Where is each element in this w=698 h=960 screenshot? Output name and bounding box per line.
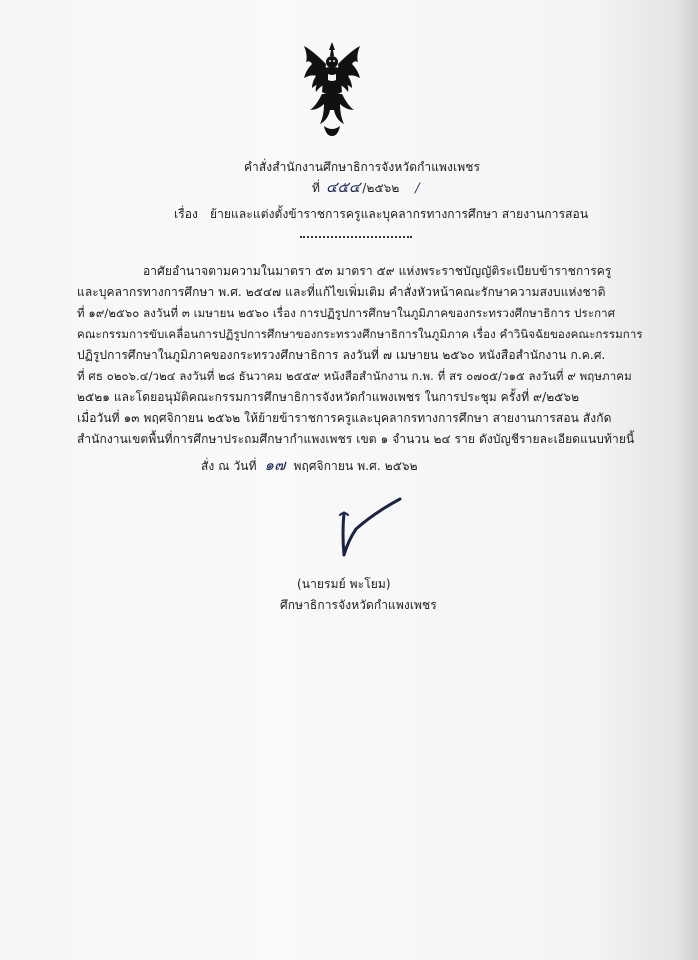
order-title: คำสั่งสำนักงานศึกษาธิการจังหวัดกำแพงเพชร <box>244 160 481 174</box>
body-line: ๒๕๒๑ และโดยอนุมัติคณะกรรมการศึกษาธิการจังหวัดกำแพงเพชร ในการประชุม ครั้งที่ ๙/๒๕๖๒ <box>77 390 580 404</box>
body-line: คณะกรรมการขับเคลื่อนการปฏิรูปการศึกษาของกระทรวงศึกษาธิการในภูมิภาค เรื่อง คำวินิจฉัยของคณะกรรมการ <box>77 327 643 341</box>
garuda-emblem-icon <box>302 40 362 138</box>
body-line: เมื่อวันที่ ๑๓ พฤศจิกายน ๒๕๖๒ ให้ย้ายข้าราชการครูและบุคลากรทางการศึกษา สายงานการสอน สังกัด <box>77 411 612 425</box>
page-edge-shadow <box>676 0 698 960</box>
signatory-position: ศึกษาธิการจังหวัดกำแพงเพชร <box>280 598 437 612</box>
signature-image <box>330 493 410 563</box>
subject-label: เรื่อง <box>174 207 199 221</box>
body-line: สำนักงานเขตพื้นที่การศึกษาประถมศึกษากำแพงเพชร เขต ๑ จำนวน ๒๔ ราย ดังบัญชีรายละเอียดแนบท้ายนี้ <box>77 432 635 446</box>
signatory-name: (นายรมย์ พะโยม) <box>297 577 391 591</box>
order-number-prefix: ที่ <box>312 181 321 195</box>
body-line: ปฏิรูปการศึกษาในภูมิภาคของกระทรวงศึกษาธิการ ลงวันที่ ๗ เมษายน ๒๕๖๐ หนังสือสำนักงาน ก.ค.ศ. <box>77 348 606 362</box>
order-date-day-handwritten: ๑๗ <box>264 456 286 474</box>
order-date-suffix: พฤศจิกายน พ.ศ. ๒๕๖๒ <box>293 459 418 473</box>
subject-text: ย้ายและแต่งตั้งข้าราชการครูและบุคลากรทางการศึกษา สายงานการสอน <box>209 207 589 221</box>
order-subject <box>174 207 588 221</box>
body-line: ที่ ศธ ๐๒๐๖.๔/ว๒๔ ลงวันที่ ๒๘ ธันวาคม ๒๕๕๙ หนังสือสำนักงาน ก.พ. ที่ สร ๐๗๐๕/ว๑๕ ลงวันที่ ๙ พฤษภาคม <box>77 369 632 383</box>
pen-tick-mark: / <box>415 181 420 196</box>
body-line: และบุคลากรทางการศึกษา พ.ศ. ๒๕๔๗ และที่แก้ไขเพิ่มเติม คำสั่งหัวหน้าคณะรักษาความสงบแห่งชาติ <box>77 285 606 299</box>
order-date-prefix: สั่ง ณ วันที่ <box>201 459 257 473</box>
order-date <box>201 458 418 473</box>
order-number <box>312 180 420 196</box>
order-number-suffix: /๒๕๖๒ <box>362 181 400 195</box>
separator-dotted-line <box>300 236 412 238</box>
order-number-handwritten: ๔๕๔ <box>325 178 361 196</box>
body-line: อาศัยอำนาจตามความในมาตรา ๕๓ มาตรา ๕๙ แห่งพระราชบัญญัติระเบียบข้าราชการครู <box>143 264 612 278</box>
body-line: ที่ ๑๙/๒๕๖๐ ลงวันที่ ๓ เมษายน ๒๕๖๐ เรื่อง การปฏิรูปการศึกษาในภูมิภาคของกระทรวงศึกษาธิการ ประกาศ <box>77 306 616 320</box>
